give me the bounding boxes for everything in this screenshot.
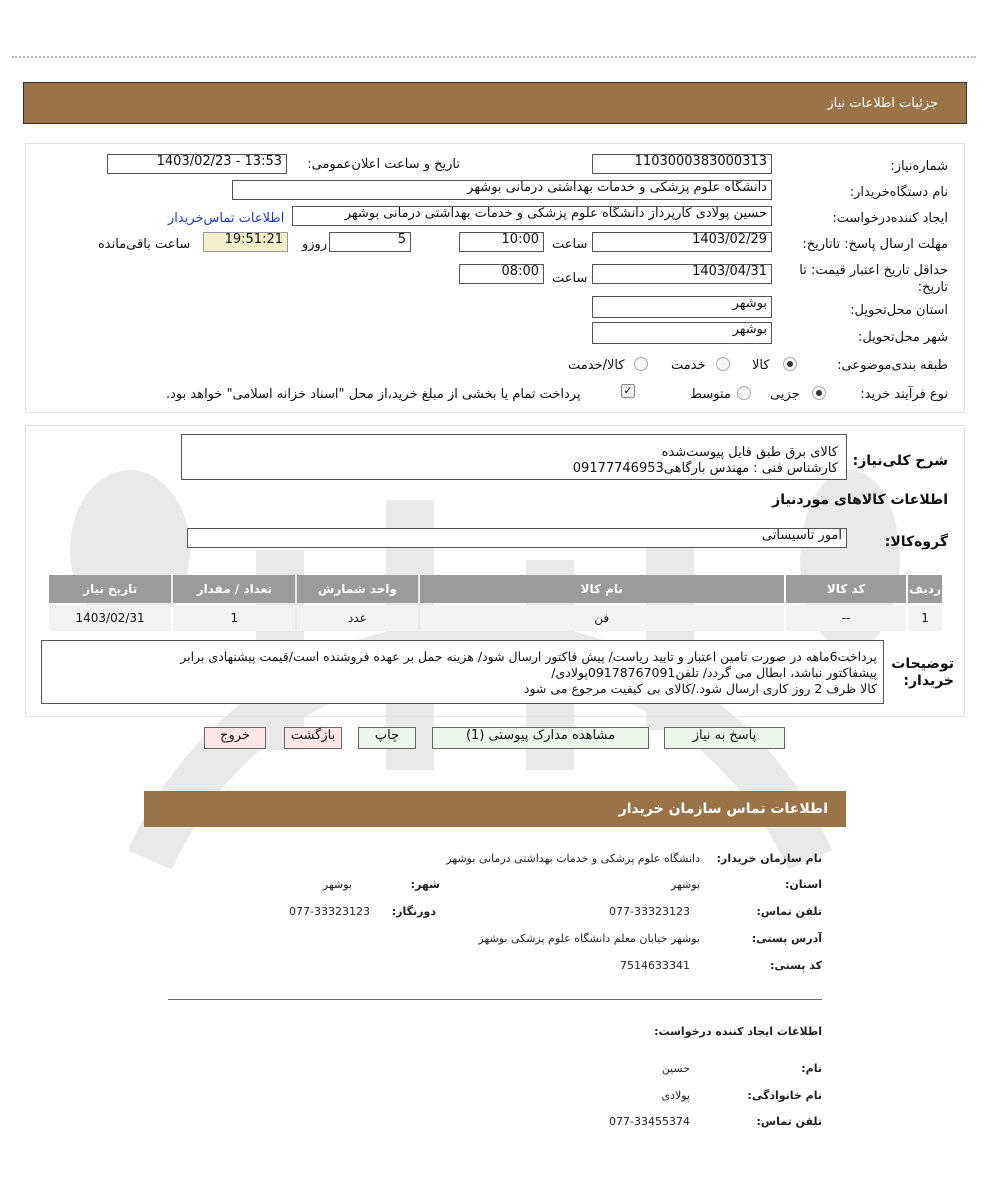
- validity-label: حداقل تاریخ اعتبار قیمت: تا تاریخ:: [799, 263, 948, 295]
- creator-info-title: اطلاعات ایجاد کننده درخواست:: [654, 1025, 822, 1038]
- group-field: امور تاسیساتی: [187, 528, 847, 548]
- contact-phone-label: تلفن تماس:: [756, 905, 822, 918]
- contact-city-value: بوشهر: [322, 878, 352, 891]
- address-label: آدرس پستی:: [751, 932, 822, 945]
- page-header: [23, 82, 967, 124]
- address-value: بوشهر خیابان معلم دانشگاه علوم پزشکی بوشهر: [478, 932, 700, 945]
- buyer-notes-line-2: پیشفاکتور نباشد، ابطال می گردد/ تلفن09178767091پولادی/: [551, 665, 877, 680]
- creator-phone-label: تلفن تماس:: [756, 1115, 822, 1128]
- remaining-label: ساعت باقی‌مانده: [98, 237, 191, 252]
- creator-label: ایجاد کننده‌درخواست:: [832, 211, 948, 226]
- creator-name-label: نام:: [801, 1062, 822, 1075]
- buyer-contact-link[interactable]: اطلاعات تماس‌خریدار: [168, 211, 285, 226]
- table-header-row: [49, 575, 942, 603]
- announce-field: 1403/02/23 - 13:53: [107, 154, 287, 174]
- days-field: 5: [329, 232, 411, 252]
- col-date-header: تاریخ نیاز: [49, 575, 171, 603]
- exit-button[interactable]: خروج: [204, 727, 266, 749]
- org-value: دانشگاه علوم پزشکی و خدمات بهداشتی درمانی بوشهر: [446, 852, 700, 865]
- category-radio-service[interactable]: [716, 357, 730, 371]
- goods-info-title: اطلاعات کالاهای موردنیاز: [772, 492, 948, 508]
- contact-header: [144, 791, 846, 827]
- description-label: شرح کلی‌نیاز:: [852, 453, 948, 469]
- city-label: شهر محل‌تحویل:: [858, 330, 948, 345]
- print-button[interactable]: چاپ: [358, 727, 416, 749]
- postal-label: کد پستی:: [770, 959, 822, 972]
- validity-date-field: 1403/04/31: [592, 264, 772, 284]
- fax-label: دورنگار:: [391, 905, 436, 918]
- postal-value: 7514633341: [620, 959, 690, 972]
- province-field: بوشهر: [592, 296, 772, 318]
- col-unit-header: واحد شمارش: [297, 575, 417, 603]
- contact-phone-value: 077-33323123: [609, 905, 690, 918]
- process-radio-medium[interactable]: [737, 386, 751, 400]
- validity-time-label: ساعت: [552, 271, 588, 286]
- goods-table: [47, 573, 944, 633]
- need-number-field: 1103000383000313: [592, 154, 772, 174]
- treasury-checkbox[interactable]: ✓: [621, 384, 635, 398]
- cell-row: 1: [908, 605, 942, 631]
- creator-family-label: نام خانوادگی:: [747, 1089, 822, 1102]
- reply-button[interactable]: پاسخ به نیاز: [664, 727, 785, 749]
- category-label: طبقه بندی‌موضوعی:: [837, 358, 948, 373]
- deadline-time-label: ساعت: [552, 237, 588, 252]
- contact-title: اطلاعات تماس سازمان خریدار: [618, 801, 828, 817]
- creator-name-value: حسین: [661, 1062, 690, 1075]
- category-option-service: خدمت: [671, 358, 706, 373]
- category-radio-goods[interactable]: [783, 357, 797, 371]
- creator-phone-value: 077-33455374: [609, 1115, 690, 1128]
- remaining-time-field: 19:51:21: [203, 232, 288, 252]
- contact-province-label: استان:: [785, 878, 822, 891]
- buyer-notes-label: توضیحات خریدار:: [891, 656, 954, 689]
- process-label: نوع فرآیند خرید:: [860, 387, 948, 402]
- col-qty-header: تعداد / مقدار: [173, 575, 295, 603]
- description-box: [181, 434, 847, 480]
- need-number-label: شماره‌نیاز:: [890, 159, 948, 174]
- process-radio-minor[interactable]: [812, 386, 826, 400]
- page-title: جزئیات اطلاعات نیاز: [827, 96, 938, 111]
- days-label: روزو: [302, 237, 328, 252]
- buyer-notes-line-1: پرداخت6ماهه در صورت تامین اعتبار و تایید ریاست/ پیش فاکتور ارسال شود/ هزینه حمل بر عهده فروشنده است/قیمت پیشنهادی برابر: [180, 649, 877, 664]
- deadline-time-field: 10:00: [459, 232, 544, 252]
- buyer-notes-box: [41, 640, 884, 704]
- cell-qty: 1: [173, 605, 295, 631]
- col-code-header: کد کالا: [786, 575, 906, 603]
- process-option-medium: متوسط: [690, 387, 731, 402]
- cell-date: 1403/02/31: [49, 605, 171, 631]
- contact-divider: [168, 999, 822, 1000]
- org-label: نام سازمان خریدار:: [716, 852, 822, 865]
- announce-label: تاریخ و ساعت اعلان‌عمومی:: [307, 157, 460, 172]
- back-button[interactable]: بازگشت: [284, 727, 342, 749]
- buyer-field: دانشگاه علوم پزشکی و خدمات بهداشتی درمانی بوشهر: [232, 180, 772, 200]
- deadline-label: مهلت ارسال پاسخ: تاتاریخ:: [802, 237, 948, 252]
- group-label: گروه‌کالا:: [884, 534, 948, 550]
- top-divider: [12, 56, 976, 58]
- payment-note: پرداخت تمام یا بخشی از مبلغ خرید،از محل "اسناد خزانه اسلامی" خواهد بود.: [166, 387, 581, 402]
- process-option-minor: جزیی: [770, 387, 800, 402]
- cell-name: فن: [420, 605, 784, 631]
- attachments-button[interactable]: مشاهده مدارک پیوستی (1): [432, 727, 649, 749]
- validity-time-field: 08:00: [459, 264, 544, 284]
- creator-field: حسین پولادی کارپرداز دانشگاه علوم پزشکی و خدمات بهداشتی درمانی بوشهر: [292, 206, 772, 226]
- contact-city-label: شهر:: [410, 878, 440, 891]
- col-row-header: ردیف: [908, 575, 942, 603]
- category-option-goods: کالا: [752, 358, 770, 373]
- fax-value: 077-33323123: [289, 905, 370, 918]
- province-label: استان محل‌تحویل:: [850, 303, 948, 318]
- category-radio-goods-service[interactable]: [634, 357, 648, 371]
- table-row: [49, 605, 942, 631]
- description-line-1: کالای برق طبق فایل پیوست‌شده: [661, 445, 838, 460]
- category-option-goods-service: کالا/خدمت: [568, 358, 625, 373]
- cell-unit: عدد: [297, 605, 417, 631]
- creator-family-value: پولادی: [661, 1089, 690, 1102]
- deadline-date-field: 1403/02/29: [592, 232, 772, 252]
- city-field: بوشهر: [592, 322, 772, 344]
- buyer-label: نام دستگاه‌خریدار:: [849, 185, 948, 200]
- buyer-notes-line-3: کالا ظرف 2 روز کاری ارسال شود./کالای بی کیفیت مرجوع می شود: [523, 681, 877, 696]
- contact-province-value: بوشهر: [670, 878, 700, 891]
- col-name-header: نام کالا: [420, 575, 784, 603]
- cell-code: --: [786, 605, 906, 631]
- description-line-2: کارشناس فنی : مهندس بارگاهی09177746953: [572, 461, 838, 476]
